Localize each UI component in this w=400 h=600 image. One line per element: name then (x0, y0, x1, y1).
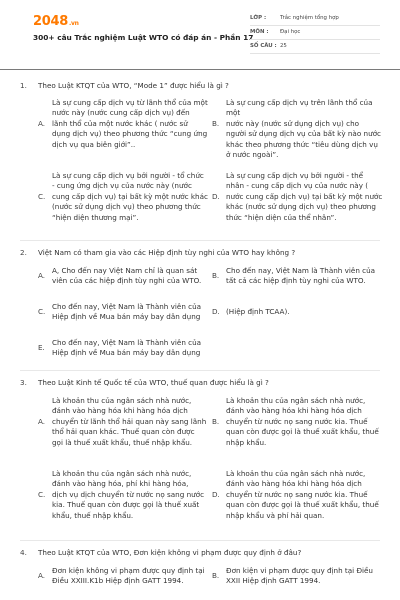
option-line: viên của các hiệp định tùy nghi của WTO. (52, 276, 202, 286)
option-line: dụng dịch vụ) theo phương thức “cung ứng (52, 129, 208, 139)
meta-value: Trắc nghiệm tổng hợp (280, 14, 339, 21)
option-text (226, 171, 384, 223)
option-line: Là sự cung cấp dịch vụ bởi người - thể (226, 171, 364, 180)
option-text (52, 98, 210, 150)
meta-row-class (250, 12, 380, 26)
option-line: khác (nước sử dụng dịch vụ) theo phương (226, 202, 376, 212)
option-line: nước này (nước cung cấp dịch vụ) đến (52, 108, 190, 118)
option-line: nước cung cấp dịch vụ) tại bất kỳ một nước (226, 191, 383, 201)
question-number: 2. (20, 248, 27, 257)
option-text (52, 266, 210, 287)
option-text (226, 469, 384, 521)
option-text (226, 396, 384, 448)
option-line: Là sự cung cấp dịch vụ trên lãnh thổ của một (226, 98, 373, 118)
option-line: lãnh thổ của một nước khác ( nước sử (52, 118, 188, 128)
option-letter: C. (38, 490, 46, 499)
option-line: Hiệp định về Mua bán máy bay dân dụng (52, 312, 201, 322)
option-line: dịch vụ dịch chuyển từ nước nọ sang nước (52, 489, 205, 499)
option-text (226, 307, 384, 317)
option-line: Điều XXIII.K1b Hiệp định GATT 1994. (52, 576, 184, 586)
option-text (52, 302, 210, 323)
option-text (52, 338, 210, 359)
meta-row-subject (250, 26, 380, 40)
option-line: quan còn được gọi là thuế xuất khẩu, thuế (226, 427, 379, 437)
option-letter: B. (212, 417, 220, 426)
option-line: thức “hiện diện của thể nhân”. (226, 212, 337, 222)
option-letter: A. (38, 271, 46, 280)
option-line: thổ hải quan khác. Thuế quan còn được (52, 427, 195, 437)
option-letter: E. (38, 343, 45, 352)
option-line: khác theo phương thức “tiêu dùng dịch vụ (226, 139, 378, 149)
option-line: đánh vào hàng hóa khi hàng hóa dịch (226, 479, 362, 489)
option-text (52, 469, 210, 521)
meta-label: LỚP : (250, 14, 267, 21)
question-text: Theo Luật Kinh tế Quốc tế của WTO, thuế quan được hiểu là gì ? (38, 378, 269, 387)
option-line: (Hiệp định TCAA). (226, 307, 290, 316)
option-line: - cung ứng dịch vụ của nước này (nước (52, 181, 192, 191)
question-divider (20, 540, 380, 541)
question-text: Theo Luật KTQT của WTO, Đơn kiện không vi phạm được quy định ở đâu? (38, 548, 302, 557)
option-line: Là khoản thu của ngân sách nhà nước, (52, 396, 192, 405)
option-line: ở nước ngoài”. (226, 150, 279, 160)
option-text (52, 566, 210, 587)
option-line: quan còn được gọi là thuế xuất khẩu, thuế (226, 500, 379, 510)
option-line: chuyển từ lãnh thổ hải quan này sang lãnh (52, 416, 207, 426)
meta-label: MÔN : (250, 28, 269, 35)
question-number: 4. (20, 548, 27, 557)
option-letter: D. (212, 490, 220, 499)
option-line: nhập khẩu. (226, 437, 267, 447)
option-text (226, 566, 384, 587)
option-text (52, 396, 210, 448)
page-header (0, 0, 400, 78)
option-line: Hiệp định về Mua bán máy bay dân dụng (52, 348, 201, 358)
option-line: (nước sử dụng dịch vụ) theo phương thức (52, 202, 201, 212)
question-text: Việt Nam có tham gia vào các Hiệp định tùy nghi của WTO hay không ? (38, 248, 296, 257)
option-line: Đơn kiện vi phạm được quy định tại Điều (226, 566, 373, 575)
option-line: kia. Thuế quan còn được gọi là thuế xuất (52, 500, 200, 510)
option-line: tất cả các hiệp định tùy nghi của WTO. (226, 276, 366, 286)
option-line: Cho đến nay, Việt Nam là Thành viên của (52, 302, 202, 311)
option-line: “hiện diện thương mại”. (52, 212, 139, 222)
option-line: nước này (nước sử dụng dịch vụ) cho (226, 118, 360, 128)
option-letter: B. (212, 119, 220, 128)
document-title: 300+ câu Trắc nghiệm Luật WTO có đáp án - Phần 17 (33, 33, 254, 42)
option-line: Là khoản thu của ngân sách nhà nước, (226, 396, 366, 405)
meta-label: SỐ CÂU : (250, 42, 277, 49)
header-divider (0, 69, 400, 70)
option-line: chuyển từ nước nọ sang nước kia. Thuế (226, 489, 368, 499)
option-line: đánh vào hàng hóa khi hàng hóa dịch (226, 406, 362, 416)
option-line: Cho đến nay, Việt Nam là Thành viên của (52, 338, 202, 347)
option-line: gọi là thuế xuất khẩu, thuế nhập khẩu. (52, 437, 193, 447)
option-letter: A. (38, 119, 46, 128)
question-divider (20, 240, 380, 241)
option-letter: A. (38, 571, 46, 580)
option-letter: C. (38, 192, 46, 201)
option-text (52, 171, 210, 223)
question-number: 1. (20, 81, 27, 90)
option-line: cung cấp dịch vụ) tại bất kỳ một nước khác (52, 191, 208, 201)
option-line: đánh vào hàng hóa, phí khi hàng hóa, (52, 479, 189, 489)
option-line: Là sự cung cấp dịch vụ từ lãnh thổ của một (52, 98, 208, 107)
meta-value: Đại học (280, 28, 301, 35)
option-line: chuyển từ nước nọ sang nước kia. Thuế (226, 416, 368, 426)
question-text: Theo Luật KTQT của WTO, “Mode 1” được hiểu là gì ? (38, 81, 229, 90)
option-letter: C. (38, 307, 46, 316)
option-letter: D. (212, 307, 220, 316)
option-text (226, 266, 384, 287)
option-line: đánh vào hàng hóa khi hàng hóa dịch (52, 406, 188, 416)
document-meta (250, 12, 380, 54)
meta-value: 25 (280, 42, 287, 49)
option-line: nhập khẩu và phí hải quan. (226, 510, 325, 520)
meta-row-count (250, 40, 380, 54)
option-letter: B. (212, 271, 220, 280)
option-line: nhân - cung cấp dịch vụ của nước này ( (226, 181, 369, 191)
option-letter: D. (212, 192, 220, 201)
question-number: 3. (20, 378, 27, 387)
option-line: Đơn kiện không vi phạm được quy định tại (52, 566, 205, 575)
option-text (226, 98, 384, 161)
option-line: dịch vụ qua biên giới”.. (52, 139, 136, 149)
brand-logo[interactable]: 2048.vn (33, 14, 79, 29)
option-line: khẩu, thuế nhập khẩu. (52, 510, 134, 520)
option-line: Là sự cung cấp dịch vụ bởi người - tổ chức (52, 171, 204, 180)
option-line: A, Cho đến nay Việt Nam chỉ là quan sát (52, 266, 198, 275)
option-line: người sử dụng dịch vụ của bất kỳ nào nước (226, 129, 381, 139)
option-line: XXII Hiệp định GATT 1994. (226, 576, 321, 586)
option-letter: B. (212, 571, 220, 580)
option-letter: A. (38, 417, 46, 426)
question-divider (20, 370, 380, 371)
option-line: Là khoản thu của ngân sách nhà nước, (226, 469, 366, 478)
option-line: Cho đến nay, Việt Nam là Thành viên của (226, 266, 376, 275)
option-line: Là khoản thu của ngân sách nhà nước, (52, 469, 192, 478)
